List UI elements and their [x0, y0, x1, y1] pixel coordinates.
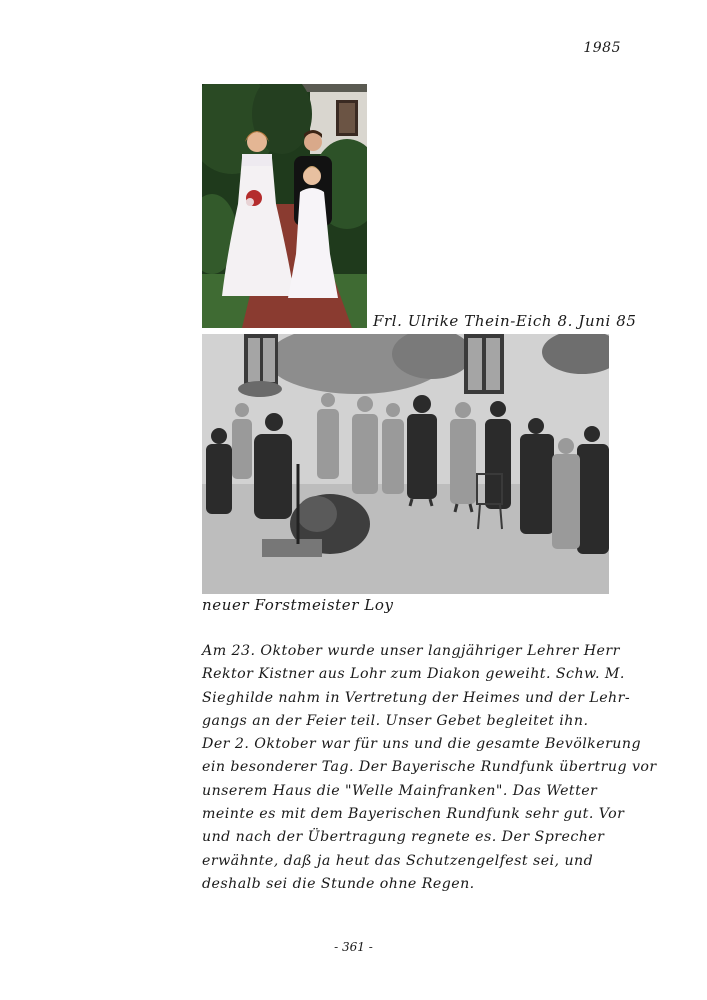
- body-line: ein besonderer Tag. Der Bayerische Rundfunk übertrug vor: [202, 759, 657, 776]
- body-line: Sieghilde nahm in Vertretung der Heimes und der Lehr-: [202, 689, 631, 706]
- body-line: Rektor Kistner aus Lohr zum Diakon geweiht. Schw. M.: [202, 666, 625, 683]
- group-photo: [202, 334, 609, 594]
- body-line: deshalb sei die Stunde ohne Regen.: [202, 875, 475, 892]
- body-line: Am 23. Oktober wurde unser langjähriger Lehrer Herr: [202, 643, 620, 659]
- page-number: - 361 -: [334, 940, 373, 954]
- wedding-photo: [202, 84, 367, 328]
- year-label: 1985: [583, 40, 621, 56]
- photo2-caption: neuer Forstmeister Loy: [202, 596, 394, 614]
- body-line: unserem Haus die "Welle Mainfranken". Das Wetter: [202, 782, 598, 799]
- photo1-caption: Frl. Ulrike Thein-Eich 8. Juni 85: [373, 312, 637, 330]
- body-line: Der 2. Oktober war für uns und die gesamte Bevölkerung: [202, 736, 642, 753]
- body-line: gangs an der Feier teil. Unser Gebet begleitet ihn.: [202, 712, 589, 729]
- body-line: meinte es mit dem Bayerischen Rundfunk sehr gut. Vor: [202, 806, 625, 823]
- body-line: erwähnte, daß ja heut das Schutzengelfest sei, und: [202, 852, 594, 869]
- body-text: [202, 640, 657, 896]
- body-line: und nach der Übertragung regnete es. Der Sprecher: [202, 829, 605, 846]
